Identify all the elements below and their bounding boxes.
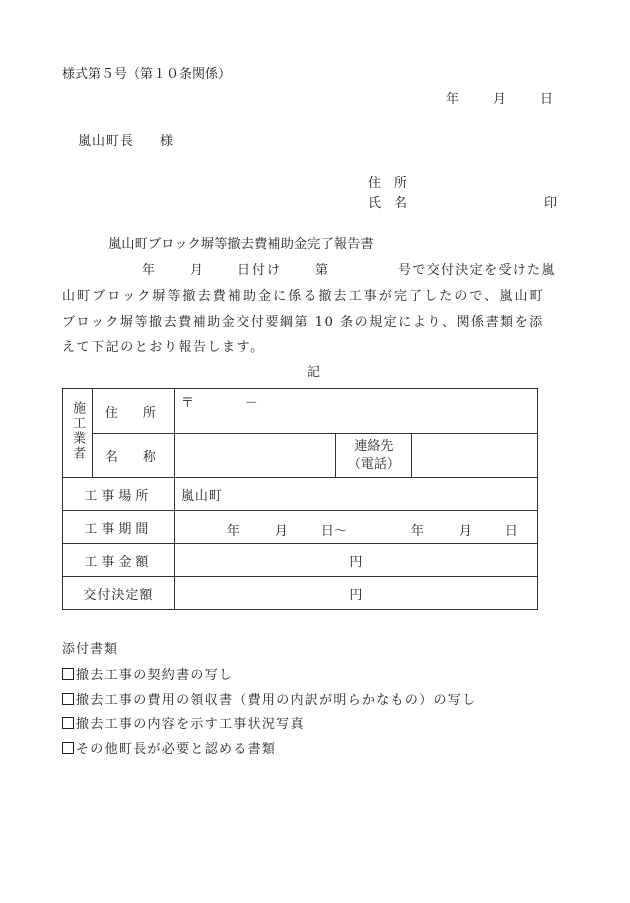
period-day2: 日 [504, 524, 518, 539]
grant-unit[interactable]: 円 [174, 577, 537, 610]
attachments-heading: 添付書類 [62, 642, 119, 657]
attachment-item-label: その他町長が必要と認める書類 [76, 742, 277, 757]
postal-mark: 〒 [180, 396, 194, 411]
contractor-label: 施工業者 [69, 401, 85, 461]
body-month: 月 [190, 263, 204, 278]
addressee-name: 嵐山町長 [78, 134, 135, 149]
attachment-item-label: 撤去工事の契約書の写し [76, 668, 234, 683]
name-value-cell[interactable] [174, 434, 336, 478]
amount-label: 工事金額 [63, 544, 175, 577]
checkbox-icon[interactable] [62, 717, 74, 729]
attachment-item [62, 742, 276, 756]
date-year: 年 [446, 92, 460, 107]
attachment-item [62, 668, 233, 682]
name-label: 名 称 [104, 450, 162, 465]
address-label: 住 所 [104, 405, 162, 421]
name-label-cell [92, 434, 174, 478]
body-dated: 日付け [237, 263, 283, 278]
body-line2: 山町ブロック塀等撤去費補助金に係る撤去工事が完了したので、嵐山町 [62, 289, 545, 304]
form-number: 様式第５号（第１０条関係） [62, 67, 232, 82]
document-title: 嵐山町ブロック塀等撤去費補助金完了報告書 [108, 237, 374, 252]
period-value-cell[interactable] [174, 511, 537, 544]
checkbox-icon[interactable] [62, 742, 74, 754]
body-year: 年 [142, 263, 156, 278]
attachment-item [62, 693, 476, 707]
site-value[interactable]: 嵐山町 [174, 478, 537, 511]
body-number-prefix: 第 [315, 263, 329, 278]
address-value-cell[interactable] [174, 389, 537, 434]
attachment-item-label: 撤去工事の内容を示す工事状況写真 [76, 717, 305, 732]
contact-label-2: （電話） [347, 456, 400, 472]
amount-unit[interactable]: 円 [174, 544, 537, 577]
period-month2: 月 [458, 524, 472, 539]
period-label: 工事期間 [63, 511, 175, 544]
date-day: 日 [540, 92, 554, 107]
report-table [62, 388, 538, 610]
body-line1-tail: 号で交付決定を受けた嵐 [398, 263, 556, 278]
applicant-address-label: 住 所 [368, 176, 408, 191]
addressee-honorific: 様 [160, 134, 174, 149]
ki-mark: 記 [307, 365, 321, 380]
contact-label-1: 連絡先 [354, 438, 394, 454]
period-month: 月 [274, 524, 288, 539]
body-line3: ブロック塀等撤去費補助金交付要綱第 10 条の規定により、関係書類を添 [62, 315, 544, 330]
attachment-item [62, 717, 305, 731]
site-label: 工事場所 [63, 478, 175, 511]
period-year: 年 [226, 524, 240, 539]
seal-mark: 印 [544, 196, 558, 211]
grant-label: 交付決定額 [63, 577, 175, 610]
period-year2: 年 [410, 524, 424, 539]
applicant-name-label: 氏 名 [368, 196, 408, 211]
contact-value-cell[interactable] [412, 434, 538, 478]
checkbox-icon[interactable] [62, 668, 74, 680]
contact-label-cell [336, 434, 412, 478]
body-line4: えて下記のとおり報告します。 [62, 340, 265, 355]
attachment-item-label: 撤去工事の費用の領収書（費用の内訳が明らかなもの）の写し [76, 693, 477, 708]
contractor-label-cell [63, 389, 93, 478]
date-month: 月 [493, 92, 507, 107]
period-day-from: 日～ [320, 524, 347, 539]
checkbox-icon[interactable] [62, 693, 74, 705]
address-label-cell [92, 389, 174, 434]
postal-dash: － [244, 396, 258, 411]
